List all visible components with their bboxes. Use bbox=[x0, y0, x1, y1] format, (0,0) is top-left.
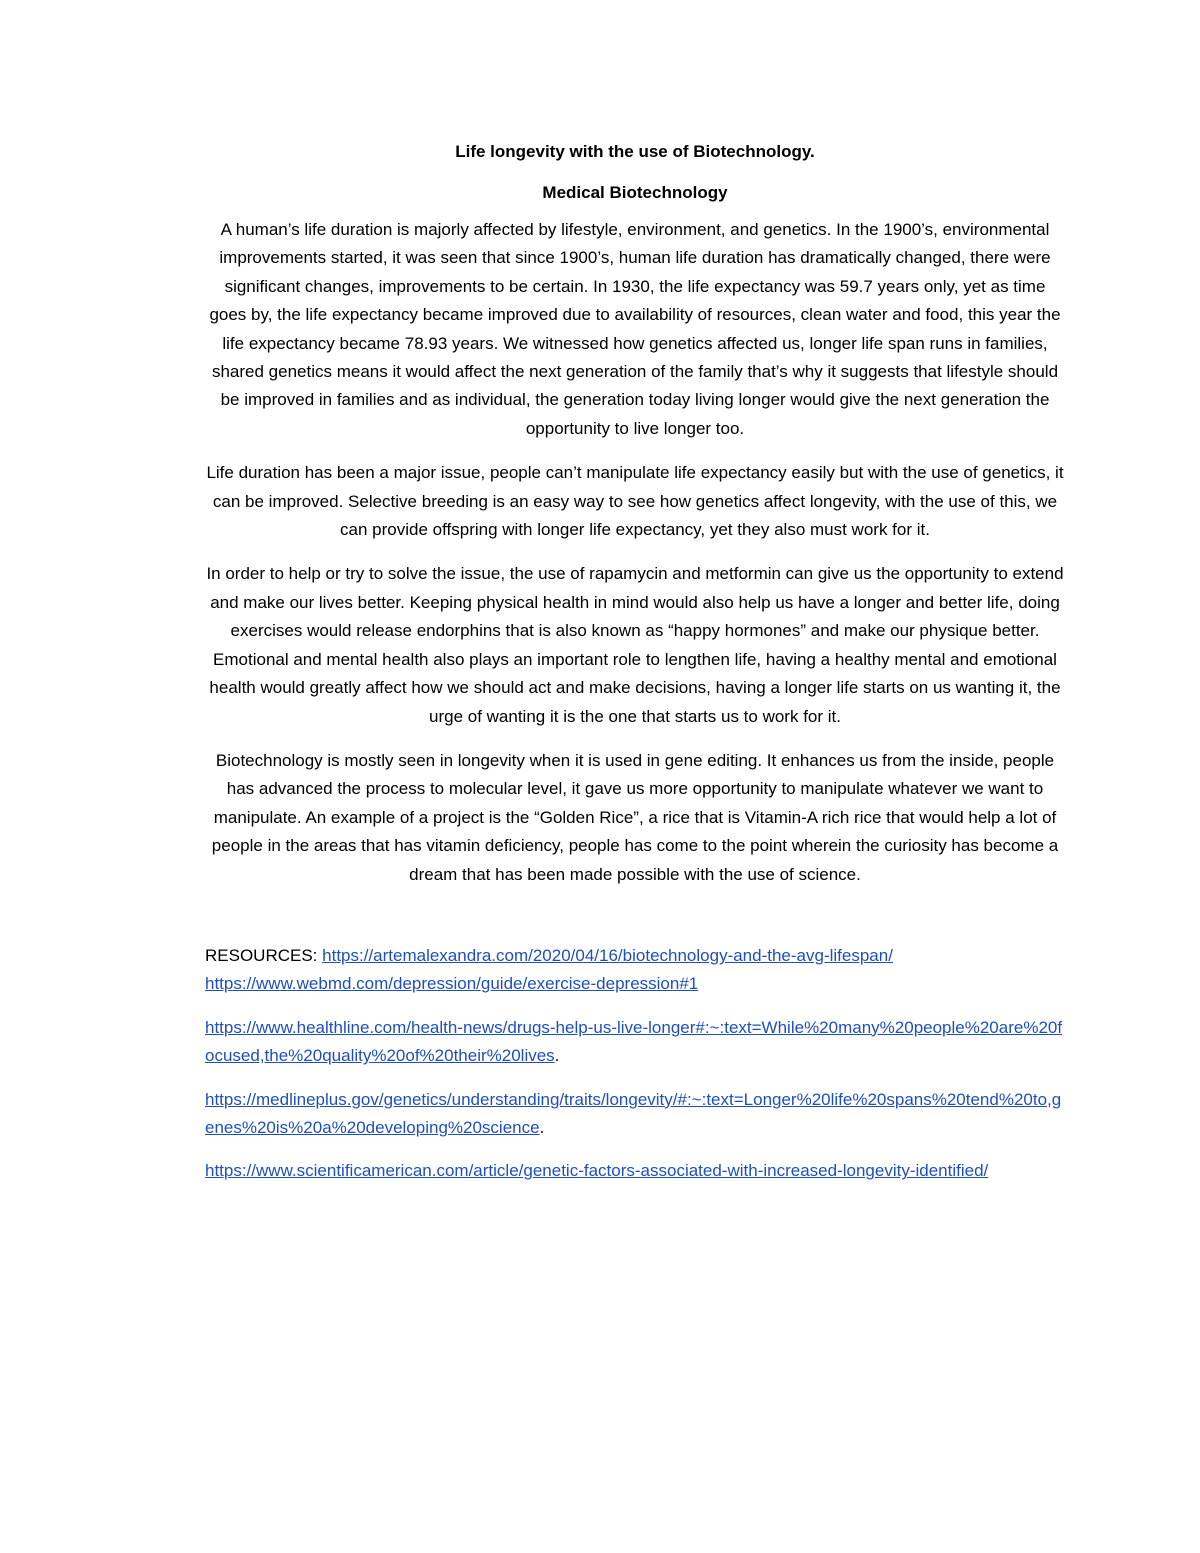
period-4: . bbox=[539, 1117, 545, 1137]
resource-link-2[interactable]: https://www.webmd.com/depression/guide/exercise-depression#1 bbox=[205, 974, 699, 994]
resource-link-4[interactable]: https://medlineplus.gov/genetics/understanding/traits/longevity/#:~:text=Longer%20life%20spans%20tend%20to,genes%20is%20a%20developing%20science bbox=[205, 1089, 1062, 1137]
resource-item-4 bbox=[205, 1086, 1065, 1143]
resource-link-1[interactable]: https://artemalexandra.com/2020/04/16/biotechnology-and-the-avg-lifespan/ bbox=[322, 945, 893, 965]
resource-item-5 bbox=[205, 1157, 1065, 1185]
resource-link-5[interactable]: https://www.scientificamerican.com/article/genetic-factors-associated-with-increased-longevity-identified/ bbox=[205, 1161, 989, 1181]
period-3: . bbox=[554, 1046, 560, 1066]
document-page bbox=[205, 138, 1065, 1201]
resources-section bbox=[205, 942, 1065, 1186]
resource-link-3[interactable]: https://www.healthline.com/health-news/drugs-help-us-live-longer#:~:text=While%20many%20people%20are%20focused,the%20quality%20of%20their%20lives bbox=[205, 1017, 1063, 1066]
resource-item-3 bbox=[205, 1014, 1065, 1071]
paragraph-3: In order to help or try to solve the issue, the use of rapamycin and metformin can give us the opportunity to extend and make our lives better. Keeping physical health in mind would also help us have a longer and better life, doing exercises would release endorphins that is also known as “happy hormones” and make our physique better. Emotional and mental health also plays an important role to lengthen life, having a healthy mental and emotional health would greatly affect how we should act and make decisions, having a longer life starts on us wanting it, the urge of wanting it is the one that starts us to work for it. bbox=[206, 564, 1064, 726]
paragraph-4: Biotechnology is mostly seen in longevity when it is used in gene editing. It enhances us from the inside, people has advanced the process to molecular level, it gave us more opportunity to manipulate whatever we want to manipulate. An example of a project is the “Golden Rice”, a rice that is Vitamin-A rich rice that would help a lot of people in the areas that has vitamin deficiency, people has come to the point wherein the curiosity has become a dream that has been made possible with the use of science. bbox=[211, 750, 1059, 884]
paragraph-1: A human’s life duration is majorly affected by lifestyle, environment, and genetics. In the 1900’s, environmental improvements started, it was seen that since 1900’s, human life duration has dramatically changed, there were significant changes, improvements to be certain. In 1930, the life expectancy was 59.7 years only, yet as time goes by, the life expectancy became improved due to availability of resources, clean water and food, this year the life expectancy became 78.93 years. We witnessed how genetics affected us, longer life span runs in families, shared genetics means it would affect the next generation of the family that’s why it suggests that lifestyle should be improved in families and as individual, the generation today living longer would give the next generation the opportunity to live longer too. bbox=[209, 220, 1061, 438]
resources-block bbox=[205, 942, 1065, 999]
document-subtitle: Medical Biotechnology bbox=[542, 183, 728, 202]
paragraph-2: Life duration has been a major issue, people can’t manipulate life expectancy easily but with the use of genetics, it can be improved. Selective breeding is an easy way to see how genetics affect longevity, with the use of this, we can provide offspring with longer life expectancy, yet they also must work for it. bbox=[206, 463, 1064, 540]
resources-label: RESOURCES: bbox=[205, 945, 323, 965]
document-title: Life longevity with the use of Biotechnology. bbox=[455, 142, 815, 161]
